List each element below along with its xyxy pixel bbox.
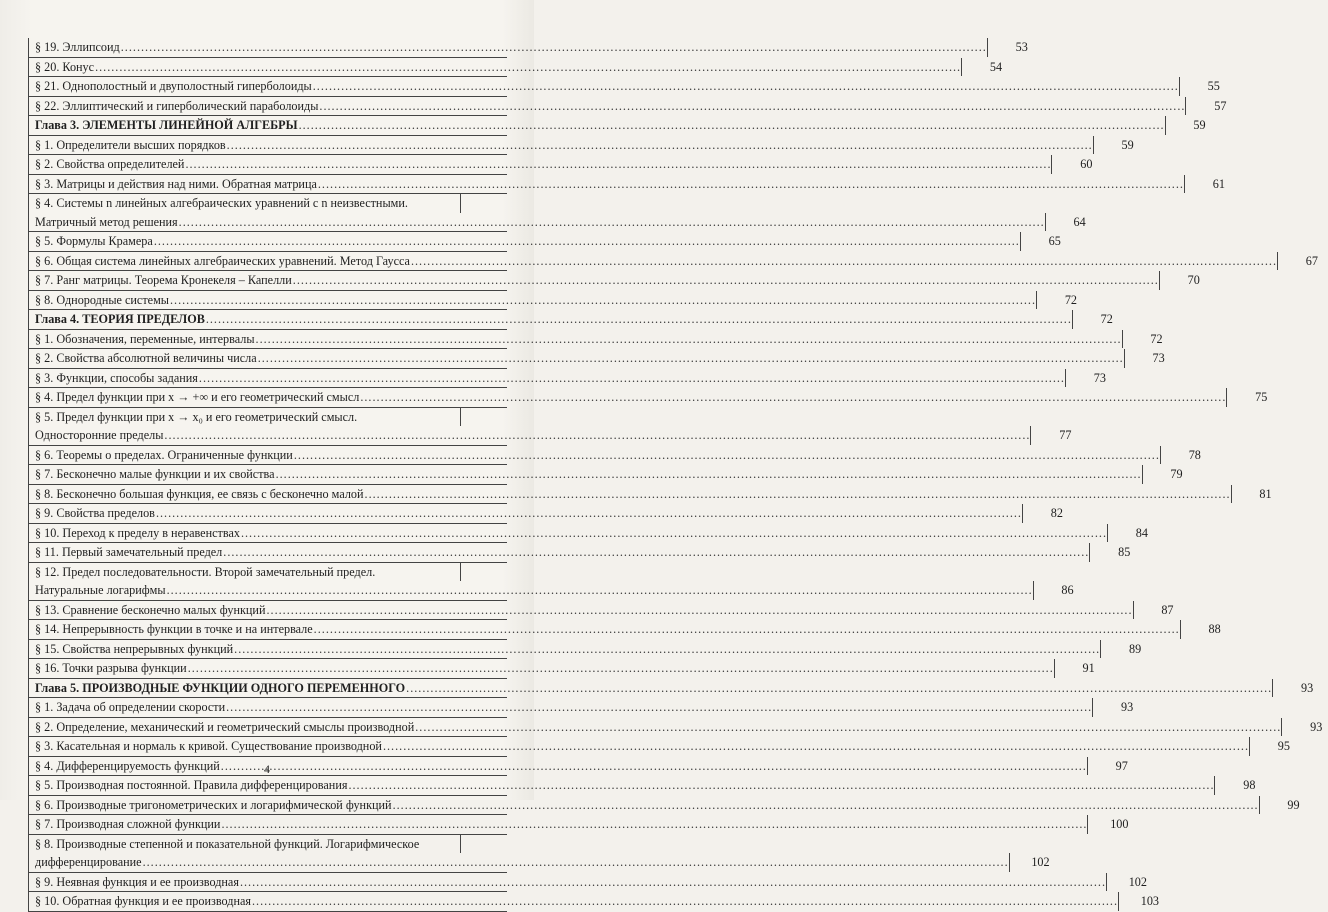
toc-title-continued: Матричный метод решения (35, 214, 178, 229)
toc-title: § 8. Бесконечно большая функция, ее связь с бесконечно малой (35, 486, 364, 501)
toc-page-number: 81 (1231, 485, 1278, 504)
toc-chapter-row (29, 116, 1206, 136)
leader-dots (252, 892, 1118, 911)
toc-page-number: 98 (1214, 776, 1261, 795)
toc-section-row (29, 446, 1201, 466)
toc-line (29, 446, 1201, 465)
toc-line (29, 465, 1183, 484)
toc-section-row (29, 330, 1163, 350)
toc-page-number: 72 (1072, 310, 1119, 329)
leader-dots (241, 524, 1107, 543)
leader-dots (276, 465, 1142, 484)
toc-page-number: 73 (1065, 369, 1112, 388)
toc-title: § 10. Переход к пределу в неравенствах (35, 525, 240, 540)
leader-dots (299, 116, 1165, 135)
toc-title: § 15. Свойства непрерывных функций (35, 641, 234, 656)
toc-page-number: 102 (1009, 853, 1056, 872)
toc-page-number: 72 (1122, 330, 1169, 349)
toc-section-row (29, 349, 1165, 369)
toc-title: § 5. Производная постоянной. Правила дифференцирования (35, 778, 348, 792)
leader-dots (223, 543, 1089, 562)
toc-line (29, 58, 1003, 77)
toc-page-number: 75 (1226, 388, 1273, 407)
toc-title-continued: дифференцирование (35, 855, 142, 869)
toc-chapter-row (29, 679, 1314, 699)
leader-dots (156, 504, 1022, 523)
toc-page-number: 60 (1051, 155, 1098, 174)
toc-line (29, 504, 1063, 523)
toc-line (29, 252, 1318, 271)
toc-page-number: 91 (1054, 659, 1101, 678)
toc-page-number: 57 (1185, 97, 1232, 116)
toc-line (29, 232, 1061, 251)
toc-section-row (29, 194, 1086, 232)
toc-line (29, 426, 1072, 445)
toc-page-number: 67 (1277, 252, 1324, 271)
leader-dots (313, 77, 1179, 96)
toc-page-number: 70 (1159, 271, 1206, 290)
table-of-contents (28, 38, 1323, 912)
toc-page-number: 59 (1165, 116, 1212, 135)
toc-section-row (29, 291, 1077, 311)
toc-title: § 21. Однополостный и двуполостный гиперболоиды (35, 79, 312, 93)
toc-title: § 13. Сравнение бесконечно малых функций (35, 602, 266, 617)
toc-page-number: 61 (1184, 175, 1231, 194)
toc-title: § 3. Касательная и нормаль к кривой. Существование производной (35, 739, 382, 753)
toc-title: § 5. Предел функции при x → x₀ и его геометрический смысл. (35, 409, 358, 424)
toc-title: § 20. Конус (35, 59, 95, 74)
leader-dots (383, 737, 1249, 756)
leader-dots (188, 659, 1054, 678)
toc-section-row (29, 136, 1134, 156)
toc-line (29, 310, 1113, 329)
leader-dots (365, 485, 1231, 504)
toc-title: § 2. Определение, механический и геометрический смыслы производной (35, 719, 415, 734)
toc-page-number: 82 (1022, 504, 1069, 523)
leader-dots (360, 388, 1226, 407)
toc-section-row (29, 601, 1174, 621)
toc-title: § 7. Бесконечно малые функции и их свойства (35, 467, 275, 481)
toc-section-row (29, 77, 1220, 97)
toc-page-number: 59 (1093, 136, 1140, 155)
toc-page-number: 97 (1087, 757, 1134, 776)
toc-line (29, 737, 1290, 756)
toc-line (29, 640, 1142, 659)
toc-page-number: 78 (1160, 446, 1207, 465)
toc-title: § 16. Точки разрыва функции (35, 661, 187, 675)
toc-section-row (29, 640, 1142, 660)
toc-page-number: 79 (1142, 465, 1189, 484)
toc-section-row (29, 543, 1131, 563)
toc-page-cell (460, 194, 507, 213)
toc-title: § 8. Однородные системы (35, 292, 169, 307)
leader-dots (121, 38, 987, 57)
toc-line (29, 698, 1134, 717)
leader-dots (234, 640, 1100, 659)
leader-dots (167, 581, 1033, 600)
toc-line (29, 815, 1129, 834)
toc-line (29, 271, 1200, 290)
toc-page-number: 95 (1249, 737, 1296, 756)
toc-title: § 22. Эллиптический и гиперболический параболоиды (35, 98, 319, 113)
toc-title: § 6. Теоремы о пределах. Ограниченные функции (35, 447, 293, 462)
toc-line (29, 388, 1268, 407)
toc-page-cell (460, 835, 507, 854)
toc-page-number: 87 (1133, 601, 1180, 620)
toc-page-number: 85 (1089, 543, 1136, 562)
toc-line (29, 136, 1134, 155)
toc-line (29, 349, 1165, 368)
toc-line (29, 116, 1206, 135)
toc-section-row (29, 369, 1106, 389)
toc-title: § 19. Эллипсоид (35, 40, 120, 54)
leader-dots (240, 873, 1106, 892)
page-number: 4 (264, 762, 270, 776)
toc-page-number: 72 (1036, 291, 1083, 310)
toc-line (29, 563, 507, 582)
toc-page-number: 99 (1259, 796, 1306, 815)
toc-section-row (29, 835, 1050, 873)
leader-dots (294, 446, 1160, 465)
toc-title: § 9. Неявная функция и ее производная (35, 874, 239, 889)
leader-dots (256, 330, 1122, 349)
toc-section-row (29, 38, 1028, 58)
toc-title: § 5. Формулы Крамера (35, 234, 153, 248)
toc-section-row (29, 58, 1003, 78)
toc-title: § 9. Свойства пределов (35, 506, 155, 520)
toc-title: § 11. Первый замечательный предел (35, 545, 223, 559)
toc-section-row (29, 563, 1074, 601)
leader-dots (179, 213, 1045, 232)
toc-page-number: 54 (961, 58, 1008, 77)
leader-dots (293, 271, 1159, 290)
toc-section-row (29, 465, 1183, 485)
leader-dots (221, 815, 1087, 834)
toc-line (29, 581, 1074, 600)
toc-section-row (29, 388, 1268, 408)
toc-line (29, 873, 1147, 892)
leader-dots (170, 291, 1036, 310)
leader-dots (95, 58, 961, 77)
toc-section-row (29, 659, 1095, 679)
toc-page-number: 102 (1106, 873, 1153, 892)
toc-page-number: 53 (987, 38, 1034, 57)
leader-dots (319, 97, 1185, 116)
leader-dots (199, 369, 1065, 388)
chapter-title: Глава 4. ТЕОРИЯ ПРЕДЕЛОВ (35, 312, 205, 326)
toc-section-row (29, 485, 1272, 505)
toc-section-row (29, 776, 1256, 796)
toc-section-row (29, 718, 1323, 738)
toc-section-row (29, 620, 1221, 640)
toc-section-row (29, 698, 1134, 718)
toc-line (29, 601, 1174, 620)
toc-title: § 2. Свойства определителей (35, 157, 185, 171)
toc-section-row (29, 97, 1227, 117)
toc-title: § 3. Функции, способы задания (35, 370, 198, 385)
toc-line (29, 524, 1148, 543)
toc-page-number: 64 (1045, 213, 1092, 232)
toc-page-cell (460, 563, 507, 582)
toc-line (29, 620, 1221, 639)
toc-section-row (29, 271, 1200, 291)
chapter-title: Глава 5. ПРОИЗВОДНЫЕ ФУНКЦИИ ОДНОГО ПЕРЕМЕННОГО (35, 680, 406, 695)
chapter-title: Глава 3. ЭЛЕМЕНТЫ ЛИНЕЙНОЙ АЛГЕБРЫ (35, 118, 298, 132)
toc-page-number: 84 (1107, 524, 1154, 543)
leader-dots (415, 718, 1281, 737)
toc-page-number: 88 (1180, 620, 1227, 639)
toc-section-row (29, 892, 1160, 912)
toc-title-continued: Односторонние пределы (35, 428, 164, 442)
toc-line (29, 408, 507, 427)
toc-title: § 4. Дифференцируемость функций (35, 758, 220, 773)
toc-chapter-row (29, 310, 1113, 330)
toc-section-row (29, 232, 1061, 252)
leader-dots (164, 426, 1030, 445)
leader-dots (393, 796, 1259, 815)
leader-dots (411, 252, 1277, 271)
toc-line (29, 835, 507, 854)
toc-section-row (29, 524, 1148, 544)
toc-line (29, 291, 1077, 310)
toc-title: § 1. Задача об определении скорости (35, 700, 226, 714)
toc-section-row (29, 175, 1225, 195)
toc-line (29, 194, 507, 213)
toc-line (29, 155, 1093, 174)
toc-title: § 1. Обозначения, переменные, интервалы (35, 331, 255, 346)
toc-line (29, 38, 1028, 57)
toc-title: § 4. Предел функции при x → +∞ и его геометрический смысл (35, 390, 360, 404)
leader-dots (318, 175, 1184, 194)
toc-section-row (29, 796, 1300, 816)
toc-title: § 2. Свойства абсолютной величины числа (35, 351, 257, 365)
leader-dots (143, 853, 1009, 872)
toc-page-number: 86 (1033, 581, 1080, 600)
toc-page-number: 93 (1272, 679, 1319, 698)
leader-dots (206, 310, 1072, 329)
toc-title-continued: Натуральные логарифмы (35, 583, 166, 597)
toc-title: § 3. Матрицы и действия над ними. Обратная матрица (35, 176, 317, 191)
leader-dots (185, 155, 1051, 174)
toc-title: § 10. Обратная функция и ее производная (35, 894, 251, 908)
toc-line (29, 718, 1323, 737)
toc-line (29, 77, 1220, 96)
toc-line (29, 892, 1160, 911)
toc-title: § 14. Непрерывность функции в точке и на интервале (35, 622, 313, 636)
toc-line (29, 679, 1314, 698)
toc-page-number: 77 (1030, 426, 1077, 445)
toc-title: § 12. Предел последовательности. Второй замечательный предел. (35, 564, 376, 579)
toc-line (29, 213, 1086, 232)
toc-section-row (29, 873, 1147, 893)
leader-dots (266, 601, 1132, 620)
toc-section-row (29, 408, 1072, 446)
toc-line (29, 543, 1131, 562)
toc-page-cell (460, 408, 507, 427)
toc-page-number: 100 (1087, 815, 1134, 834)
toc-line (29, 485, 1272, 504)
leader-dots (258, 349, 1124, 368)
toc-section-row (29, 155, 1093, 175)
toc-title: § 7. Ранг матрицы. Теорема Кронекеля – Капелли (35, 273, 292, 287)
toc-title: § 8. Производные степенной и показательной функций. Логарифмическое (35, 836, 420, 851)
toc-line (29, 97, 1227, 116)
toc-page-number: 55 (1179, 77, 1226, 96)
toc-page-number: 73 (1124, 349, 1171, 368)
toc-page-number: 65 (1020, 232, 1067, 251)
toc-page-number: 89 (1100, 640, 1147, 659)
toc-line (29, 796, 1300, 815)
toc-section-row (29, 815, 1129, 835)
toc-section-row (29, 504, 1063, 524)
toc-title: § 4. Системы n линейных алгебраических уравнений с n неизвестными. (35, 196, 408, 210)
toc-line (29, 776, 1256, 795)
toc-section-row (29, 252, 1318, 272)
toc-line (29, 175, 1225, 194)
leader-dots (154, 232, 1020, 251)
leader-dots (226, 698, 1092, 717)
toc-page-number: 93 (1281, 718, 1328, 737)
leader-dots (227, 136, 1093, 155)
leader-dots (406, 679, 1272, 698)
leader-dots (314, 620, 1180, 639)
toc-line (29, 659, 1095, 678)
toc-page-number: 93 (1092, 698, 1139, 717)
toc-line (29, 853, 1050, 872)
toc-title: § 1. Определители высших порядков (35, 137, 226, 152)
toc-section-row (29, 737, 1290, 757)
leader-dots (348, 776, 1214, 795)
toc-line (29, 369, 1106, 388)
toc-title: § 6. Общая система линейных алгебраических уравнений. Метод Гаусса (35, 253, 410, 268)
toc-title: § 6. Производные тригонометрических и логарифмической функций (35, 797, 392, 812)
toc-title: § 7. Производная сложной функции (35, 817, 221, 831)
toc-page-number: 103 (1118, 892, 1165, 911)
toc-line (29, 330, 1163, 349)
